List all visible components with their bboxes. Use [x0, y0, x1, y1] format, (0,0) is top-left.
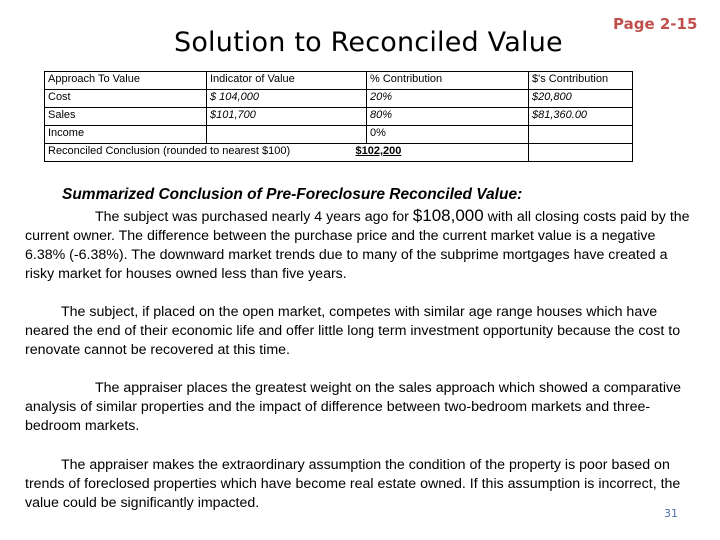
p1-text-a: The subject was purchased nearly 4 years ago for [95, 209, 413, 225]
conclusion-label: Reconciled Conclusion (rounded to nearest $100) [45, 144, 367, 162]
cell-indicator: $101,700 [207, 108, 367, 126]
reconciliation-table [44, 71, 633, 162]
p3-text: The appraiser places the greatest weight on the sales approach which showed a comparative analysis of similar properties and the impact of difference between two-bedroom markets and three-bedroom markets. [25, 380, 681, 434]
header-percent: % Contribution [367, 72, 529, 90]
header-approach: Approach To Value [45, 72, 207, 90]
conclusion-row [45, 144, 633, 162]
cell-indicator: $ 104,000 [207, 90, 367, 108]
p1-text-b: with all closing costs paid by the current owner. The difference between the purchase price and the current market value is a negative 6.38% (-6.38%). The downward market trends due to many of the subprime mortgages have created a risky market for houses owned less than five years. [25, 209, 690, 282]
summary-heading: Summarized Conclusion of Pre-Foreclosure Reconciled Value: [62, 186, 523, 203]
cell-dollars: $20,800 [529, 90, 633, 108]
conclusion-value: $102,200 [355, 145, 402, 157]
page-title: Solution to Reconciled Value [174, 27, 563, 58]
cell-dollars [529, 126, 633, 144]
paragraph-weight [25, 379, 695, 436]
p4-text: The appraiser makes the extraordinary assumption the condition of the property is poor based on trends of foreclosed properties which have become real estate owned. If this assumption is incorrect, the value could be significantly impacted. [25, 457, 681, 511]
cell-approach: Sales [45, 108, 207, 126]
conclusion-empty-cell [529, 144, 633, 162]
header-indicator: Indicator of Value [207, 72, 367, 90]
cell-percent: 80% [367, 108, 529, 126]
table-row [45, 126, 633, 144]
cell-approach: Income [45, 126, 207, 144]
cell-approach: Cost [45, 90, 207, 108]
paragraph-market [25, 303, 695, 360]
page-label: Page 2-15 [613, 15, 698, 33]
header-dollars: $'s Contribution [529, 72, 633, 90]
cell-dollars: $81,360.00 [529, 108, 633, 126]
paragraph-assumption [25, 456, 695, 513]
p2-text: The subject, if placed on the open market, competes with similar age range houses which have neared the end of their economic life and offer little long term investment opportunity because the cost to renovate cannot be recovered at this time. [25, 304, 681, 358]
cell-percent: 0% [367, 126, 529, 144]
slide-number: 31 [664, 507, 678, 520]
table-row [45, 90, 633, 108]
cell-indicator [207, 126, 367, 144]
cell-percent: 20% [367, 90, 529, 108]
table-header-row [45, 72, 633, 90]
conclusion-value-cell [355, 144, 529, 162]
paragraph-purchase [25, 206, 695, 284]
purchase-price: $108,000 [412, 206, 484, 225]
table-row [45, 108, 633, 126]
